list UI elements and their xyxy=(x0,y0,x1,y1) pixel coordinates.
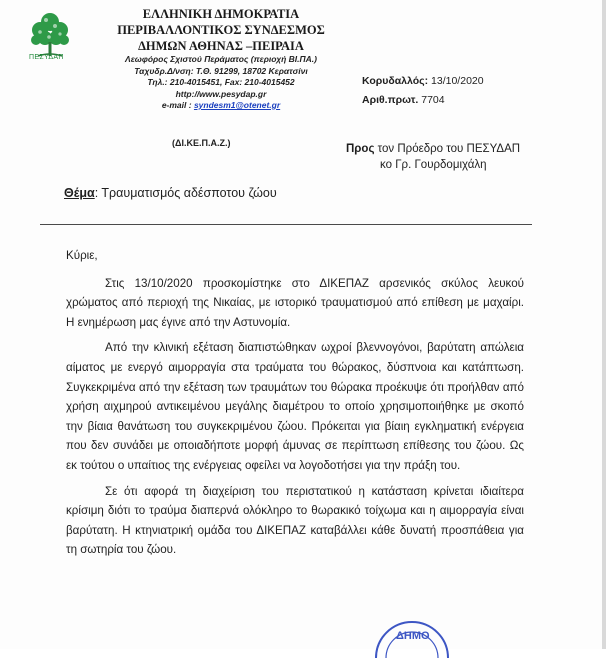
protocol-number: 7704 xyxy=(421,94,445,106)
recipient-name: κο Γρ. Γουρδομιχάλη xyxy=(380,159,487,171)
recipient-line-1 xyxy=(346,141,520,157)
body-paragraph-3: Σε ότι αφορά τη διαχείριση του περιστατικού η κατάσταση κρίνεται ιδιαίτερα κρίσιμη διότι το τραύμα διαπερνά ολόκληρο το θωρακικό τοίχωμα και η αιμορραγία είναι βαρύτατη. Η κτηνιατρική ομάδα του ΔΙΚΕΠΑΖ καταβάλλει κάθε δυνατή προσπάθεια για τη σωτηρία του ζώου. xyxy=(66,484,524,557)
org-line-2: ΠΕΡΙΒΑΛΛΟΝΤΙΚΟΣ ΣΥΝΔΕΣΜΟΣ xyxy=(117,23,325,37)
subject-label: Θέμα xyxy=(64,186,95,200)
recipient-block xyxy=(346,141,520,173)
logo-text: ΠΕΣΥΔΑΠ xyxy=(29,54,64,61)
letterhead xyxy=(86,6,356,112)
email-line xyxy=(86,100,356,112)
protocol-number-label: Αριθ.πρωτ. xyxy=(362,94,419,106)
email-label: e-mail : xyxy=(161,100,194,110)
org-line-1: ΕΛΛΗΝΙΚΗ ΔΗΜΟΚΡΑΤΙΑ xyxy=(142,7,300,21)
divider xyxy=(40,224,532,225)
department-label: (ΔΙ.ΚΕ.Π.Α.Ζ.) xyxy=(172,138,231,148)
org-line-3: ΔΗΜΩΝ ΑΘΗΝΑΣ –ΠΕΙΡΑΙΑ xyxy=(138,39,304,53)
body-paragraph-1: Στις 13/10/2020 προσκομίστηκε στο ΔΙΚΕΠΑΖ αρσενικός σκύλος λευκού χρώματος από περιοχή της Νικαίας, με ιστορικό τραυματισμού από επίθεση με μαχαίρι. Η ενημέρωση μας έγινε από την Αστυνομία. xyxy=(66,276,524,329)
scan-edge xyxy=(602,0,606,649)
address-line: Λεωφόρος Σχιστού Περάματος (περιοχή ΒΙ.ΠΑ.) xyxy=(125,54,317,64)
place-label: Κορυδαλλός: xyxy=(362,75,429,87)
date-line xyxy=(362,72,484,91)
website-link[interactable]: http://www.pesydap.gr xyxy=(175,88,267,99)
protocol-block xyxy=(362,72,484,110)
protocol-number-line xyxy=(362,91,484,110)
postal-line: Ταχυδρ.Δ/νση: Τ.Θ. 91299, 18702 Κερατσίνι xyxy=(134,65,308,76)
recipient-title: τον Πρόεδρο του ΠΕΣΥΔΑΠ xyxy=(377,143,521,155)
svg-text:ΔΗΜΟ: ΔΗΜΟ xyxy=(396,630,430,642)
to-label: Προς xyxy=(346,143,375,155)
phone-line: Τηλ.: 210-4015451, Fax: 210-4015452 xyxy=(147,77,295,87)
date-value: 13/10/2020 xyxy=(431,75,484,87)
tree-logo-icon xyxy=(28,10,72,60)
subject-line xyxy=(64,186,277,200)
letter-body xyxy=(66,246,524,566)
body-paragraph-2: Από την κλινική εξέταση διαπιστώθηκαν ωχροί βλεννογόνοι, βαρύτατη απώλεια αίματος με ενεργό αιμορραγία στα τραύματα του θώρακος, δύσπνοια και κατάπτωση. Συγκεκριμένα από την εξέταση των τραυμάτων του θώρακα προέκυψε ότι προήλθαν από χρήση αιχμηρού αντικειμένου μεγάλης διαμέτρου το οποίο χρησιμοποιήθηκε με σκοπό την βίαια θανάτωση του συγκεκριμένου ζώου. Πρόκειται για βίαιη εγκληματική ενέργεια που δεν συνάδει με οποιαδήποτε μορφή άμυνας σε περίπτωση επίθεσης του ζώου. Ως εκ τούτου ο υπαίτιος της ενέργειας οφείλει να λογοδοτήσει για την πράξη του. xyxy=(66,341,524,472)
greeting: Κύριε, xyxy=(66,249,98,262)
email-link[interactable]: syndesm1@otenet.gr xyxy=(193,100,281,110)
subject-text: : Τραυματισμός αδέσποτου ζώου xyxy=(94,186,277,200)
official-stamp xyxy=(372,618,452,658)
